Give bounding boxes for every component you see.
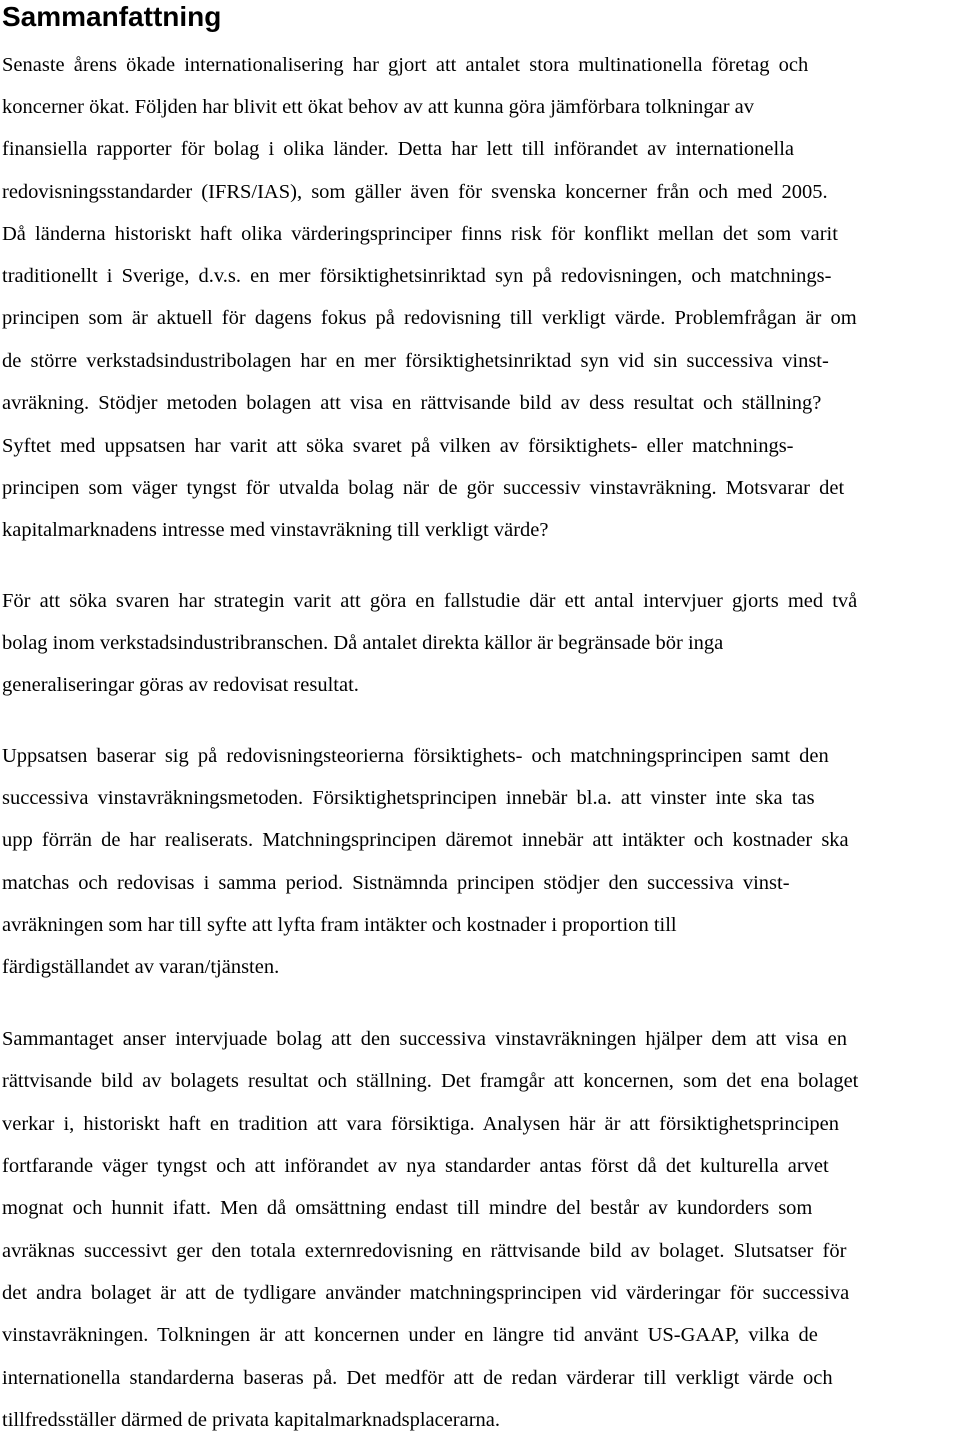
body-text-line: Senaste årens ökade internationalisering har gjort att antalet stora multinationella företag och [2,54,809,76]
body-text-line: koncerner ökat. Följden har blivit ett ökat behov av att kunna göra jämförbara tolkningar av [2,96,754,118]
body-text-line: bolag inom verkstadsindustribranschen. Då antalet direkta källor är begränsade bör inga [2,632,724,654]
body-text-line: generaliseringar göras av redovisat resultat. [2,674,359,696]
body-text-line: Då länderna historiskt haft olika värderingsprinciper finns risk för konflikt mellan det som varit [2,223,838,245]
body-text-line: internationella standarderna baseras på. Det medför att de redan värderar till verkligt värde och [2,1367,833,1389]
body-text-line: principen som väger tyngst för utvalda bolag när de gör successiv vinstavräkning. Motsvarar det [2,477,845,499]
body-text-line: rättvisande bild av bolagets resultat och ställning. Det framgår att koncernen, som det ena bolaget [2,1070,859,1092]
body-text-line: principen som är aktuell för dagens fokus på redovisning till verkligt värde. Problemfrågan är om [2,307,857,329]
body-text-line: verkar i, historiskt haft en tradition att vara försiktiga. Analysen här är att försiktighetsprincipen [2,1113,840,1135]
body-text-line: matchas och redovisas i samma period. Sistnämnda principen stödjer den successiva vinst- [2,872,790,894]
body-text-line: avräkningen som har till syfte att lyfta fram intäkter och kostnader i proportion till [2,914,677,936]
page-title: Sammanfattning [2,1,222,32]
body-text-line: vinstavräkningen. Tolkningen är att koncernen under en längre tid använt US-GAAP, vilka de [2,1324,818,1346]
body-text-line: färdigställandet av varan/tjänsten. [2,956,280,978]
body-text-line: det andra bolaget är att de tydligare använder matchningsprincipen vid värderingar för successiva [2,1282,850,1304]
body-text-line: avräknas successivt ger den totala externredovisning en rättvisande bild av bolaget. Slutsatser för [2,1240,847,1262]
body-text-line: För att söka svaren har strategin varit att göra en fallstudie där ett antal intervjuer gjorts med två [2,590,858,612]
body-text-line: mognat och hunnit ifatt. Men då omsättning endast till mindre del består av kundorders som [2,1197,813,1219]
body-text-line: redovisningsstandarder (IFRS/IAS), som gäller även för svenska koncerner från och med 2005. [2,181,828,203]
body-text-line: successiva vinstavräkningsmetoden. Försiktighetsprincipen innebär bl.a. att vinster inte ska tas [2,787,815,809]
body-text-line: Uppsatsen baserar sig på redovisningsteorierna försiktighets- och matchningsprincipen samt den [2,745,829,767]
body-text-line: avräkning. Stödjer metoden bolagen att visa en rättvisande bild av dess resultat och ställning? [2,392,822,414]
body-text-line: de större verkstadsindustribolagen har en mer försiktighetsinriktad syn vid sin successiva vinst- [2,350,829,372]
body-text-line: upp förrän de har realiserats. Matchningsprincipen däremot innebär att intäkter och kostnader ska [2,829,849,851]
body-text-line: Syftet med uppsatsen har varit att söka svaret på vilken av försiktighets- eller matchnings- [2,435,794,457]
body-text-line: finansiella rapporter för bolag i olika länder. Detta har lett till införandet av internationella [2,138,795,160]
body-text-line: traditionellt i Sverige, d.v.s. en mer försiktighetsinriktad syn på redovisningen, och matchnings- [2,265,832,287]
body-text-line: tillfredsställer därmed de privata kapitalmarknadsplacerarna. [2,1409,501,1431]
body-text-line: fortfarande väger tyngst och att införandet av nya standarder antas först då det kulturella arvet [2,1155,829,1177]
body-text-line: kapitalmarknadens intresse med vinstavräkning till verkligt värde? [2,519,549,541]
body-text-line: Sammantaget anser intervjuade bolag att den successiva vinstavräkningen hjälper dem att visa en [2,1028,847,1050]
